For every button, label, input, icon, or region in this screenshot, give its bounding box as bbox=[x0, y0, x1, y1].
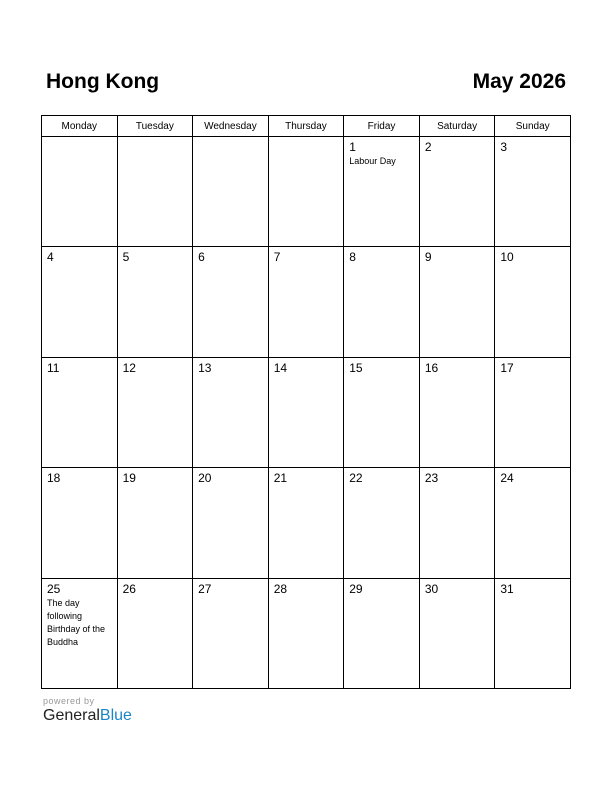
holiday-label bbox=[118, 264, 193, 265]
week-row bbox=[42, 578, 571, 688]
holiday-label bbox=[420, 596, 495, 597]
day-number: 2 bbox=[424, 140, 432, 154]
day-cell bbox=[117, 578, 193, 688]
holiday-label bbox=[495, 485, 570, 486]
holiday-label bbox=[193, 485, 268, 486]
day-number: 19 bbox=[122, 471, 136, 486]
day-cell bbox=[495, 468, 571, 578]
holiday-label bbox=[344, 264, 419, 265]
holiday-label bbox=[118, 140, 193, 141]
day-number: 14 bbox=[273, 360, 288, 375]
calendar-body bbox=[42, 137, 571, 689]
day-number: 8 bbox=[349, 250, 356, 265]
day-cell bbox=[344, 137, 420, 247]
day-number: 10 bbox=[500, 250, 514, 265]
footer bbox=[43, 696, 132, 725]
day-cell bbox=[344, 578, 420, 688]
day-number: 7 bbox=[273, 250, 281, 265]
holiday-label bbox=[193, 596, 268, 597]
weekday-friday: Friday bbox=[344, 116, 420, 137]
holiday-label bbox=[42, 264, 117, 265]
day-cell bbox=[419, 578, 495, 688]
holiday-label bbox=[495, 154, 570, 155]
month-year-title: May 2026 bbox=[472, 70, 566, 93]
holiday-label bbox=[118, 596, 193, 597]
holiday-label bbox=[193, 140, 268, 141]
day-cell bbox=[419, 247, 495, 357]
holiday-label bbox=[344, 485, 419, 486]
holiday-label bbox=[344, 375, 419, 376]
day-cell bbox=[268, 137, 344, 247]
day-number: 27 bbox=[198, 581, 212, 596]
day-number: 11 bbox=[47, 360, 60, 375]
holiday-label bbox=[118, 375, 193, 376]
day-number: 29 bbox=[349, 581, 363, 596]
day-cell bbox=[193, 357, 269, 467]
day-cell bbox=[42, 578, 118, 688]
day-cell bbox=[42, 357, 118, 467]
holiday-label bbox=[269, 485, 344, 486]
holiday-label bbox=[193, 264, 268, 265]
day-cell bbox=[495, 578, 571, 688]
day-cell bbox=[495, 247, 571, 357]
brand-general: General bbox=[43, 707, 100, 724]
day-number: 18 bbox=[47, 471, 61, 486]
day-cell bbox=[268, 468, 344, 578]
generalblue-logo bbox=[43, 707, 132, 725]
day-number: 9 bbox=[424, 250, 432, 265]
holiday-label bbox=[495, 375, 570, 376]
holiday-label bbox=[420, 375, 495, 376]
holiday-label bbox=[193, 375, 268, 376]
holiday-label bbox=[269, 375, 344, 376]
day-number: 6 bbox=[198, 250, 205, 265]
day-cell bbox=[193, 247, 269, 357]
day-cell bbox=[193, 468, 269, 578]
day-number: 22 bbox=[349, 471, 363, 486]
day-number: 3 bbox=[500, 140, 508, 154]
day-cell bbox=[344, 247, 420, 357]
weekday-thursday: Thursday bbox=[268, 116, 344, 137]
day-number: 26 bbox=[122, 581, 136, 596]
holiday-label: Labour Day bbox=[349, 156, 396, 166]
holiday-label bbox=[42, 375, 117, 376]
day-cell bbox=[344, 357, 420, 467]
day-number: 30 bbox=[424, 581, 439, 596]
week-row bbox=[42, 468, 571, 578]
day-cell bbox=[419, 468, 495, 578]
country-title: Hong Kong bbox=[46, 70, 160, 93]
day-cell bbox=[268, 357, 344, 467]
day-cell bbox=[193, 578, 269, 688]
brand-blue: Blue bbox=[99, 707, 132, 724]
day-number: 20 bbox=[198, 471, 212, 486]
day-cell bbox=[419, 137, 495, 247]
weekday-saturday: Saturday bbox=[419, 116, 495, 137]
day-number: 1 bbox=[349, 140, 356, 154]
holiday-label bbox=[42, 485, 117, 486]
holiday-label bbox=[420, 154, 495, 155]
day-number: 28 bbox=[273, 581, 288, 596]
day-number: 15 bbox=[349, 360, 363, 375]
holiday-label bbox=[420, 264, 495, 265]
day-cell bbox=[495, 137, 571, 247]
holiday-label: The day following Birthday of the Buddha bbox=[47, 597, 106, 647]
day-number: 17 bbox=[500, 360, 514, 375]
day-cell bbox=[268, 247, 344, 357]
day-cell bbox=[344, 468, 420, 578]
holiday-label bbox=[42, 140, 117, 141]
holiday-label bbox=[269, 596, 344, 597]
day-cell bbox=[117, 357, 193, 467]
day-number: 24 bbox=[500, 471, 514, 486]
holiday-label bbox=[495, 264, 570, 265]
day-cell bbox=[42, 247, 118, 357]
day-cell bbox=[117, 247, 193, 357]
week-row bbox=[42, 247, 571, 357]
day-number: 5 bbox=[122, 250, 130, 265]
holiday-label bbox=[495, 596, 570, 597]
weekday-wednesday: Wednesday bbox=[193, 116, 269, 137]
day-cell bbox=[117, 137, 193, 247]
day-cell bbox=[42, 468, 118, 578]
weekday-header-row bbox=[42, 116, 571, 137]
holiday-label bbox=[118, 485, 193, 486]
weekday-sunday: Sunday bbox=[495, 116, 571, 137]
holiday-label bbox=[269, 264, 344, 265]
holiday-label bbox=[420, 485, 495, 486]
day-cell bbox=[419, 357, 495, 467]
weekday-monday: Monday bbox=[42, 116, 118, 137]
week-row bbox=[42, 357, 571, 467]
day-number: 23 bbox=[424, 471, 439, 486]
day-cell bbox=[268, 578, 344, 688]
day-number: 31 bbox=[500, 581, 514, 596]
calendar-grid bbox=[41, 115, 571, 689]
holiday-label bbox=[344, 596, 419, 597]
holiday-label bbox=[269, 140, 344, 141]
week-row bbox=[42, 137, 571, 247]
day-number: 12 bbox=[122, 360, 136, 375]
day-cell bbox=[495, 357, 571, 467]
day-number: 21 bbox=[273, 471, 288, 486]
day-number: 4 bbox=[47, 250, 54, 265]
day-cell bbox=[193, 137, 269, 247]
powered-by-text: powered by bbox=[43, 696, 95, 706]
calendar-header bbox=[41, 70, 571, 100]
day-cell bbox=[117, 468, 193, 578]
weekday-tuesday: Tuesday bbox=[117, 116, 193, 137]
day-number: 13 bbox=[198, 360, 212, 375]
day-number: 25 bbox=[47, 581, 61, 596]
day-cell bbox=[42, 137, 118, 247]
day-number: 16 bbox=[424, 360, 439, 375]
